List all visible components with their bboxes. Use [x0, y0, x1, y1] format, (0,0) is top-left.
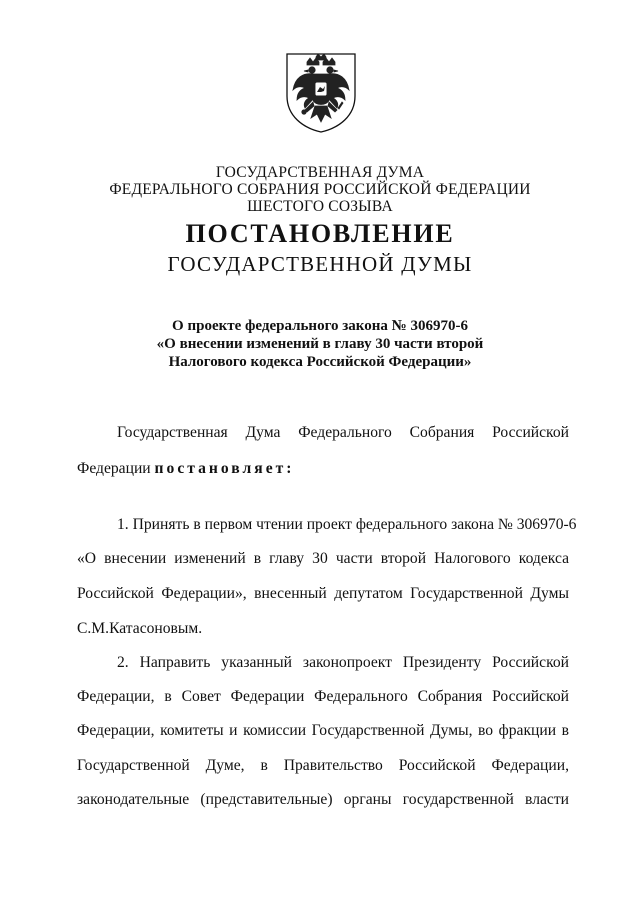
intro-line-1: Государственная Дума Федерального Собрания Российской	[117, 424, 569, 441]
item1-line-3: Российской Федерации», внесенный депутатом Государственной Думы	[77, 585, 569, 602]
header-line-3: ШЕСТОГО СОЗЫВА	[247, 198, 393, 215]
item2-line-2: Федерации, в Совет Федерации Федерального Собрания Российской	[77, 688, 569, 705]
intro-text: Федерации	[77, 460, 155, 477]
item2-line-5: законодательные (представительные) органы государственной власти	[77, 791, 569, 808]
item2-line-1: 2. Направить указанный законопроект Президенту Российской	[117, 654, 569, 671]
item1-line-1: 1. Принять в первом чтении проект федерального закона № 306970-6	[117, 516, 577, 533]
item1-line-4: С.М.Катасоновым.	[77, 620, 203, 637]
header-line-2: ФЕДЕРАЛЬНОГО СОБРАНИЯ РОССИЙСКОЙ ФЕДЕРАЦИИ	[109, 181, 531, 198]
subject-line-1: О проекте федерального закона № 306970-6	[172, 318, 468, 334]
header-line-1: ГОСУДАРСТВЕННАЯ ДУМА	[215, 164, 425, 181]
item2-line-3: Федерации, комитеты и комиссии Государственной Думы, во фракции в	[77, 722, 569, 739]
document-title: ПОСТАНОВЛЕНИЕ	[185, 219, 455, 248]
resolves-word: постановляет:	[154, 460, 295, 477]
subject-line-2: «О внесении изменений в главу 30 части второй	[156, 336, 484, 352]
coat-of-arms-icon	[283, 50, 359, 134]
subject-line-3: Налогового кодекса Российской Федерации»	[168, 354, 472, 370]
item2-line-4: Государственной Думе, в Правительство Российской Федерации,	[77, 757, 569, 774]
intro-line-2	[77, 460, 569, 478]
item1-line-2: «О внесении изменений в главу 30 части второй Налогового кодекса	[77, 550, 569, 567]
document-subtitle: ГОСУДАРСТВЕННОЙ ДУМЫ	[167, 252, 473, 276]
